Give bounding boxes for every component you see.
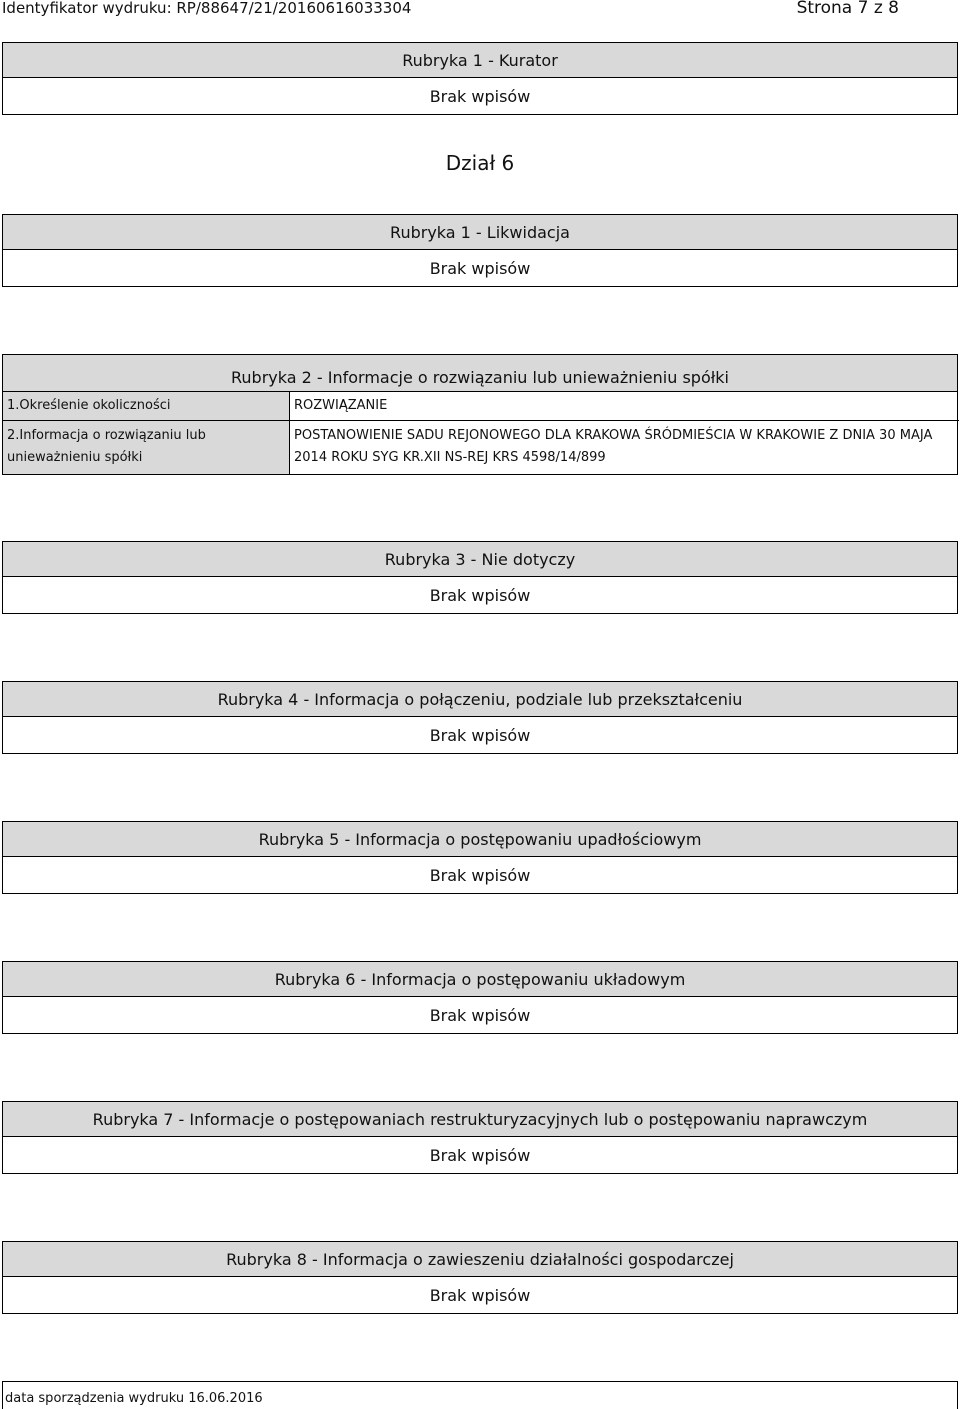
section-value: Brak wpisów [2,997,958,1034]
section-title: Rubryka 6 - Informacja o postępowaniu układowym [2,961,958,997]
section-title: Rubryka 4 - Informacja o połączeniu, podziale lub przekształceniu [2,681,958,717]
section-rubryka-3 [2,541,958,614]
section-title: Rubryka 2 - Informacje o rozwiązaniu lub unieważnieniu spółki [2,354,958,392]
dzial-heading: Dział 6 [445,151,515,175]
section-rubryka-5 [2,821,958,894]
section-value: Brak wpisów [2,78,958,115]
section-value: Brak wpisów [2,857,958,894]
rubryka-2-table [2,392,958,475]
section-title: Rubryka 1 - Likwidacja [2,214,958,250]
section-value: Brak wpisów [2,250,958,287]
print-date: data sporządzenia wydruku 16.06.2016 [2,1381,958,1409]
section-rubryka-4 [2,681,958,754]
section-rubryka-8 [2,1241,958,1314]
row-value: POSTANOWIENIE SADU REJONOWEGO DLA KRAKOWA ŚRÓDMIEŚCIA W KRAKOWIE Z DNIA 30 MAJA 2014 ROKU SYG KR.XII NS-REJ KRS 4598/14/899 [294,428,933,465]
row-label: 1.Określenie okoliczności [3,392,290,421]
print-identifier: Identyfikator wydruku: RP/88647/21/20160616033304 [2,0,412,17]
section-value: Brak wpisów [2,1277,958,1314]
row-value: ROZWIĄZANIE [290,392,959,421]
section-title: Rubryka 5 - Informacja o postępowaniu upadłościowym [2,821,958,857]
section-rubryka-6 [2,961,958,1034]
row-label: 2.Informacja o rozwiązaniu lub unieważnieniu spółki [3,421,290,474]
section-rubryka-2 [2,354,958,475]
section-title: Rubryka 1 - Kurator [2,42,958,78]
section-title: Rubryka 3 - Nie dotyczy [2,541,958,577]
section-title: Rubryka 8 - Informacja o zawieszeniu działalności gospodarczej [2,1241,958,1277]
section-rubryka-7 [2,1101,958,1174]
section-likwidacja [2,214,958,287]
section-value: Brak wpisów [2,717,958,754]
section-kurator [2,42,958,115]
section-value: Brak wpisów [2,577,958,614]
page-number: Strona 7 z 8 [796,0,899,18]
section-value: Brak wpisów [2,1137,958,1174]
section-title: Rubryka 7 - Informacje o postępowaniach restrukturyzacyjnych lub o postępowaniu naprawczym [2,1101,958,1137]
